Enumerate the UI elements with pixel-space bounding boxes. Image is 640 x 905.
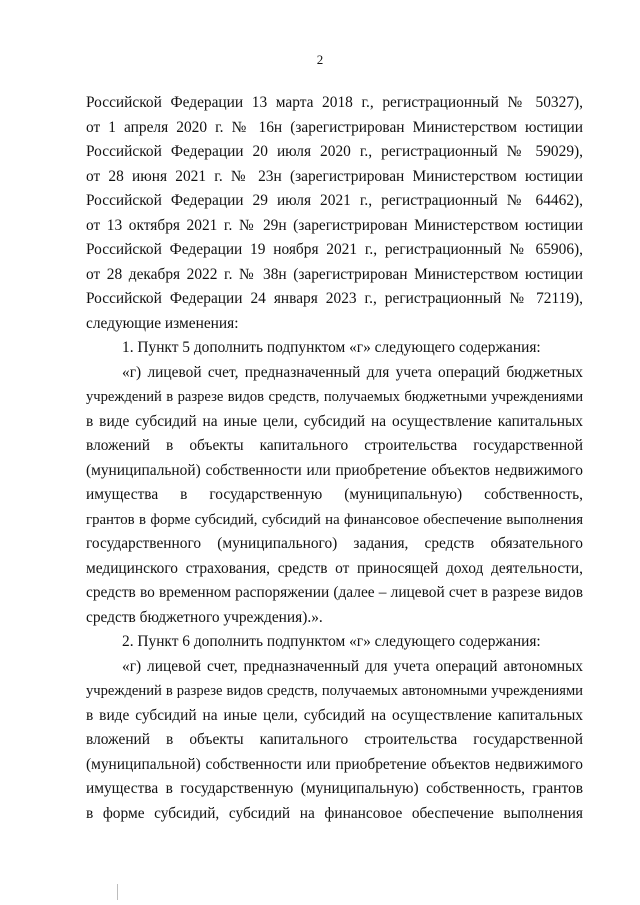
text-line: «г) лицевой счет, предназначенный для учета операций бюджетных — [122, 363, 583, 381]
text-line: «г) лицевой счет, предназначенный для учета операций автономных — [122, 657, 583, 675]
text-line: грантов в форме субсидий, субсидий на финансовое обеспечение выполнения — [86, 511, 583, 528]
text-line: средств во временном распоряжении (далее – лицевой счет в разрезе видов — [86, 584, 583, 601]
text-line: от 13 октября 2021 г. № 29н (зарегистрирован Министерством юстиции — [86, 216, 583, 234]
scan-artifact-mark — [117, 884, 118, 900]
text-line: Российской Федерации 29 июля 2021 г., регистрационный № 64462), — [86, 192, 583, 209]
text-line: от 28 июня 2021 г. № 23н (зарегистрирован Министерством юстиции — [86, 167, 583, 185]
text-line: учреждений в разрезе видов средств, получаемых автономными учреждениями — [86, 683, 583, 699]
text-line: в виде субсидий на иные цели, субсидий на осуществление капитальных — [86, 412, 583, 430]
text-line: 2. Пункт 6 дополнить подпунктом «г» следующего содержания: — [122, 633, 541, 650]
text-line: учреждений в разрезе видов средств, получаемых бюджетными учреждениями — [86, 389, 583, 405]
text-line: вложений в объекты капитального строительства государственной — [86, 731, 583, 748]
text-line: Российской Федерации 24 января 2023 г., регистрационный № 72119), — [86, 290, 583, 307]
text-line: Российской Федерации 20 июля 2020 г., регистрационный № 59029), — [86, 143, 583, 160]
document-body — [86, 91, 583, 826]
text-line: медицинского страхования, средств от приносящей доход деятельности, — [86, 559, 583, 577]
text-line: от 1 апреля 2020 г. № 16н (зарегистрирован Министерством юстиции — [86, 118, 583, 136]
text-line: в виде субсидий на иные цели, субсидий на осуществление капитальных — [86, 706, 583, 724]
text-line: (муниципальной) собственности или приобретение объектов недвижимого — [86, 461, 583, 479]
text-line: от 28 декабря 2022 г. № 38н (зарегистрирован Министерством юстиции — [86, 265, 583, 283]
text-line: государственного (муниципального) задания, средств обязательного — [86, 535, 583, 552]
text-line: Российской Федерации 13 марта 2018 г., регистрационный № 50327), — [86, 94, 583, 111]
text-line: следующие изменения: — [86, 314, 239, 332]
text-line: в форме субсидий, субсидий на финансовое обеспечение выполнения — [86, 804, 583, 822]
text-line: 1. Пункт 5 дополнить подпунктом «г» следующего содержания: — [122, 339, 541, 356]
text-line: средств бюджетного учреждения).». — [86, 608, 323, 626]
text-line: вложений в объекты капитального строительства государственной — [86, 437, 583, 454]
text-line: (муниципальной) собственности или приобретение объектов недвижимого — [86, 755, 583, 773]
text-line: Российской Федерации 19 ноября 2021 г., регистрационный № 65906), — [86, 241, 583, 258]
text-line: имущества в государственную (муниципальную) собственность, грантов — [86, 780, 583, 797]
page-number: 2 — [316, 52, 324, 67]
text-line: имущества в государственную (муниципальную) собственность, — [86, 486, 583, 503]
